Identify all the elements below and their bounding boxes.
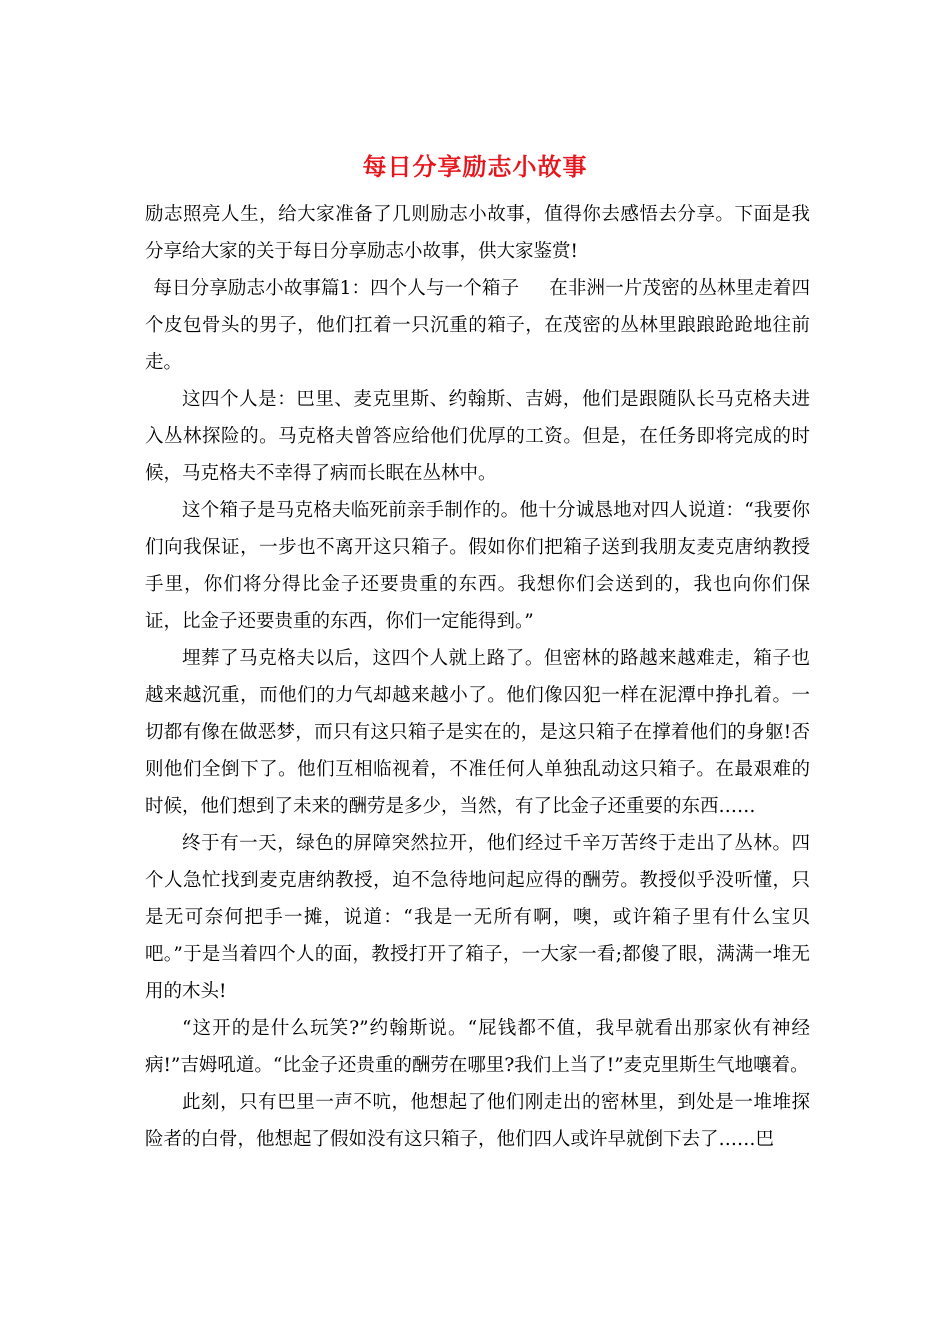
- document-title: 每日分享励志小故事: [362, 152, 588, 181]
- story-opening: 在非洲一片茂密的丛林里走着四个皮包骨头的男子，他们扛着一只沉重的箱子，在茂密的丛林里踉踉跄跄地往前走。: [145, 278, 810, 373]
- story-paragraph: “这开的是什么玩笑?”约翰斯说。“屁钱都不值，我早就看出那家伙有神经病!”吉姆吼道。“比金子还贵重的酬劳在哪里?我们上当了!”麦克里斯生气地嚷着。: [145, 1018, 810, 1076]
- document-body: [145, 196, 810, 1158]
- story-heading: 每日分享励志小故事篇1：四个人与一个箱子: [153, 278, 520, 299]
- story-paragraph: 这四个人是：巴里、麦克里斯、约翰斯、吉姆，他们是跟随队长马克格夫进入丛林探险的。马克格夫曾答应给他们优厚的工资。但是，在任务即将完成的时候，马克格夫不幸得了病而长眠在丛林中。: [145, 389, 810, 484]
- story-heading-paragraph: [145, 270, 810, 381]
- story-paragraph: 终于有一天，绿色的屏障突然拉开，他们经过千辛万苦终于走出了丛林。四个人急忙找到麦克唐纳教授，迫不急待地问起应得的酬劳。教授似乎没听懂，只是无可奈何把手一摊，说道：“我是一无所有啊，噢，或许箱子里有什么宝贝吧。”于是当着四个人的面，教授打开了箱子，一大家一看;都傻了眼，满满一堆无用的木头!: [145, 833, 810, 1002]
- intro-paragraph: 励志照亮人生，给大家准备了几则励志小故事，值得你去感悟去分享。下面是我分享给大家的关于每日分享励志小故事，供大家鉴赏!: [145, 204, 810, 262]
- story-paragraph: 这个箱子是马克格夫临死前亲手制作的。他十分诚恳地对四人说道：“我要你们向我保证，一步也不离开这只箱子。假如你们把箱子送到我朋友麦克唐纳教授手里，你们将分得比金子还要贵重的东西。我想你们会送到的，我也向你们保证，比金子还要贵重的东西，你们一定能得到。”: [145, 500, 810, 632]
- story-paragraph: 此刻，只有巴里一声不吭，他想起了他们刚走出的密林里，到处是一堆堆探险者的白骨，他想起了假如没有这只箱子，他们四人或许早就倒下去了……巴: [145, 1092, 810, 1150]
- story-paragraph: 埋葬了马克格夫以后，这四个人就上路了。但密林的路越来越难走，箱子也越来越沉重，而他们的力气却越来越小了。他们像囚犯一样在泥潭中挣扎着。一切都有像在做恶梦，而只有这只箱子是实在的，是这只箱子在撑着他们的身躯!否则他们全倒下了。他们互相临视着，不准任何人单独乱动这只箱子。在最艰难的时候，他们想到了未来的酬劳是多少，当然，有了比金子还重要的东西……: [145, 648, 811, 817]
